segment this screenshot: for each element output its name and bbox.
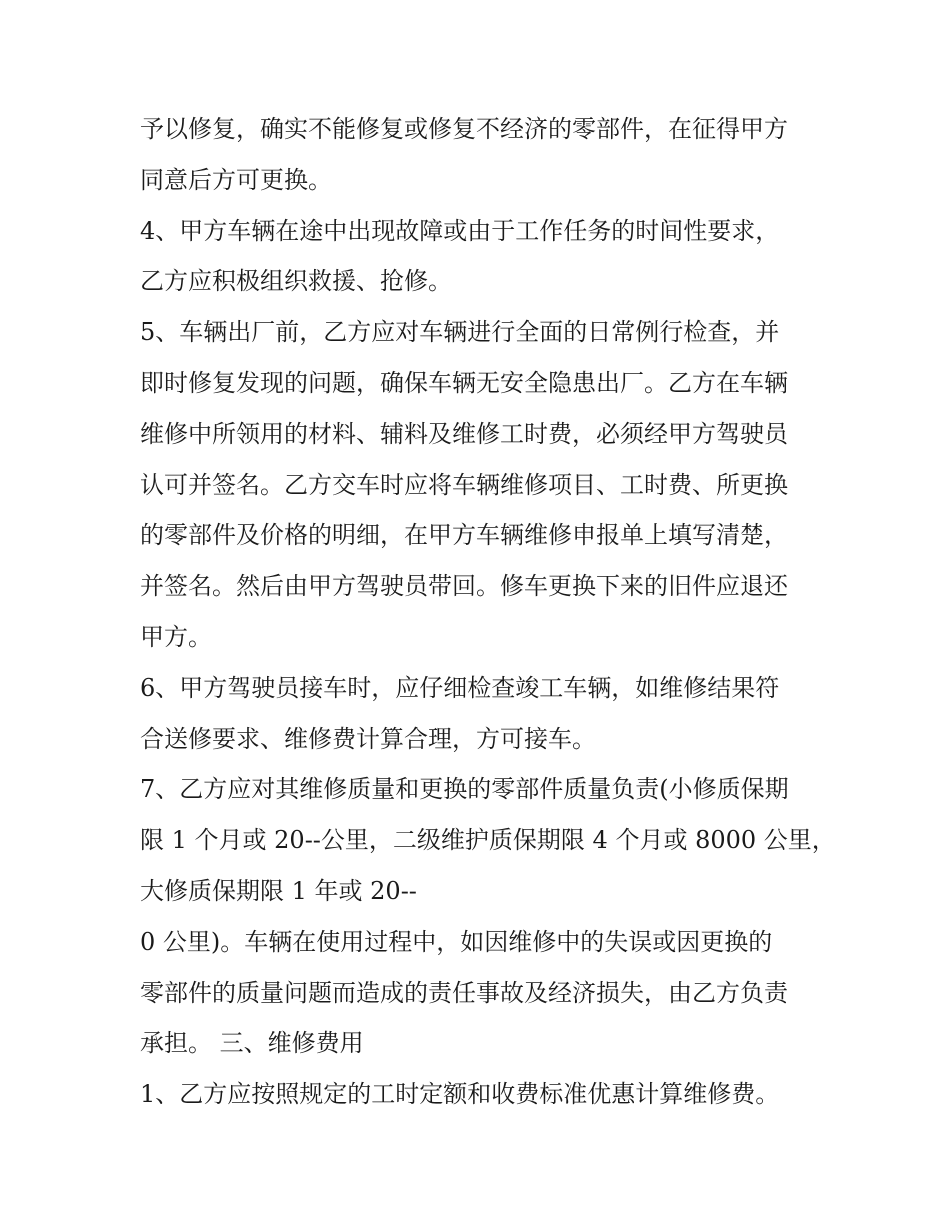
text-line: 大修质保期限 1 年或 20-- [140, 876, 417, 905]
text-line: 5、车辆出厂前，乙方应对车辆进行全面的日常例行检查，并 [140, 318, 780, 347]
text-line: 6、甲方驾驶员接车时，应仔细检查竣工车辆，如维修结果符 [140, 673, 780, 702]
document-body [140, 104, 836, 1120]
text-line: 予以修复，确实不能修复或修复不经济的零部件，在征得甲方 [140, 115, 788, 143]
text-line: 的零部件及价格的明细，在甲方车辆维修申报单上填写清楚， [140, 521, 788, 550]
text-line: 即时修复发现的问题，确保车辆无安全隐患出厂。乙方在车辆 [140, 368, 788, 397]
text-line: 维修中所领用的材料、辅料及维修工时费，必须经甲方驾驶员 [140, 419, 788, 448]
text-line: 4、甲方车辆在途中出现故障或由于工作任务的时间性要求， [140, 216, 780, 245]
text-line: 7、乙方应对其维修质量和更换的零部件质量负责(小修质保期 [140, 775, 789, 804]
text-line: 并签名。然后由甲方驾驶员带回。修车更换下来的旧件应退还 [140, 572, 788, 601]
text-line: 乙方应积极组织救援、抢修。 [140, 267, 452, 296]
text-line: 承担。 三、维修费用 [140, 1029, 364, 1058]
text-line: 甲方。 [140, 622, 212, 651]
text-line: 限 1 个月或 20--公里，二级维护质保期限 4 个月或 8000 公里， [140, 826, 836, 855]
text-line: 0 公里)。车辆在使用过程中，如因维修中的失误或因更换的 [140, 927, 773, 956]
text-line: 1、乙方应按照规定的工时定额和收费标准优惠计算维修费。 [140, 1080, 780, 1109]
text-line: 合送修要求、维修费计算合理，方可接车。 [140, 724, 596, 753]
text-line: 同意后方可更换。 [140, 165, 332, 194]
text-line: 认可并签名。乙方交车时应将车辆维修项目、工时费、所更换 [140, 470, 788, 499]
text-line: 零部件的质量问题而造成的责任事故及经济损失，由乙方负责 [140, 978, 788, 1007]
